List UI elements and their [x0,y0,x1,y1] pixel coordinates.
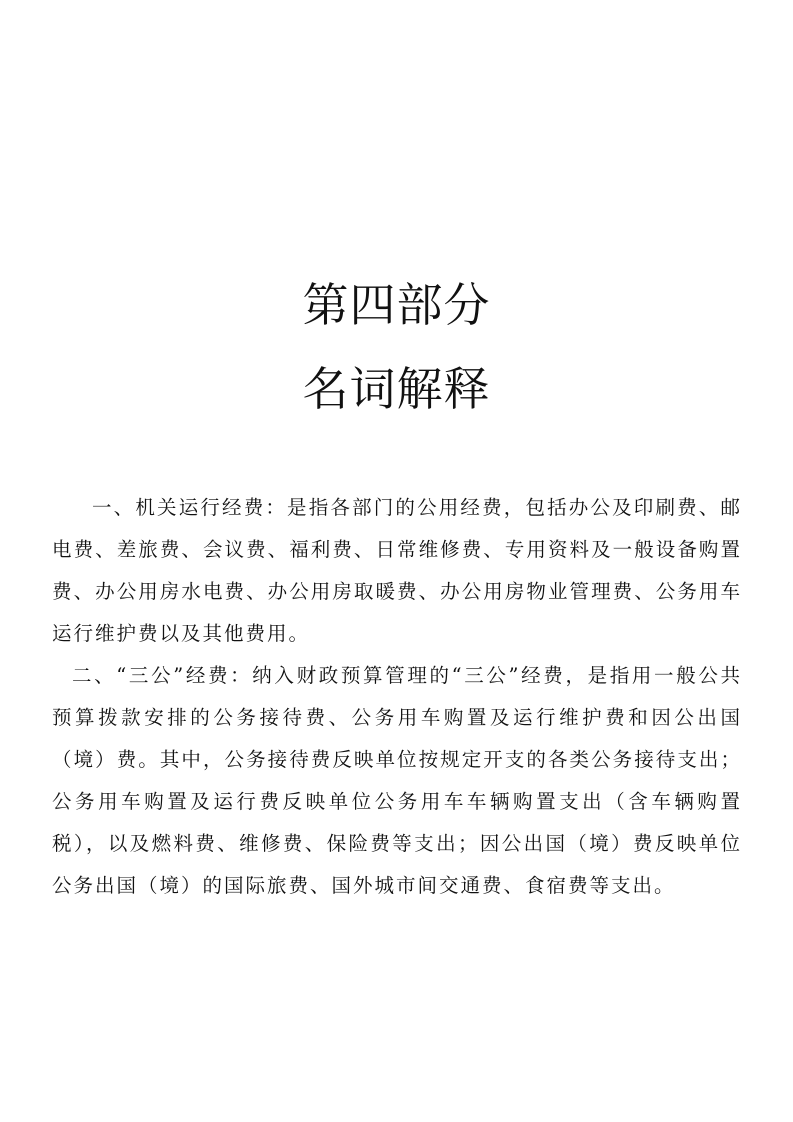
document-body [52,487,742,907]
section-title-part: 第四部分 [302,278,491,332]
paragraph-three-public-expenses: 二、“三公”经费：纳入财政预算管理的“三公”经费，是指用一般公共预算拨款安排的公务接待费、公务用车购置及运行维护费和因公出国（境）费。其中，公务接待费反映单位按规定开支的各类公务接待支出；公务用车购置及运行费反映单位公务用车车辆购置支出（含车辆购置税），以及燃料费、维修费、保险费等支出；因公出国（境）费反映单位公务出国（境）的国际旅费、国外城市间交通费、食宿费等支出。 [52,664,742,897]
section-title-heading: 名词解释 [302,362,491,416]
paragraph-operating-expenses: 一、机关运行经费：是指各部门的公用经费，包括办公及印刷费、邮电费、差旅费、会议费、福利费、日常维修费、专用资料及一般设备购置费、办公用房水电费、办公用房取暖费、办公用房物业管理费、公务用车运行维护费以及其他费用。 [52,496,742,645]
section-title [0,278,793,416]
